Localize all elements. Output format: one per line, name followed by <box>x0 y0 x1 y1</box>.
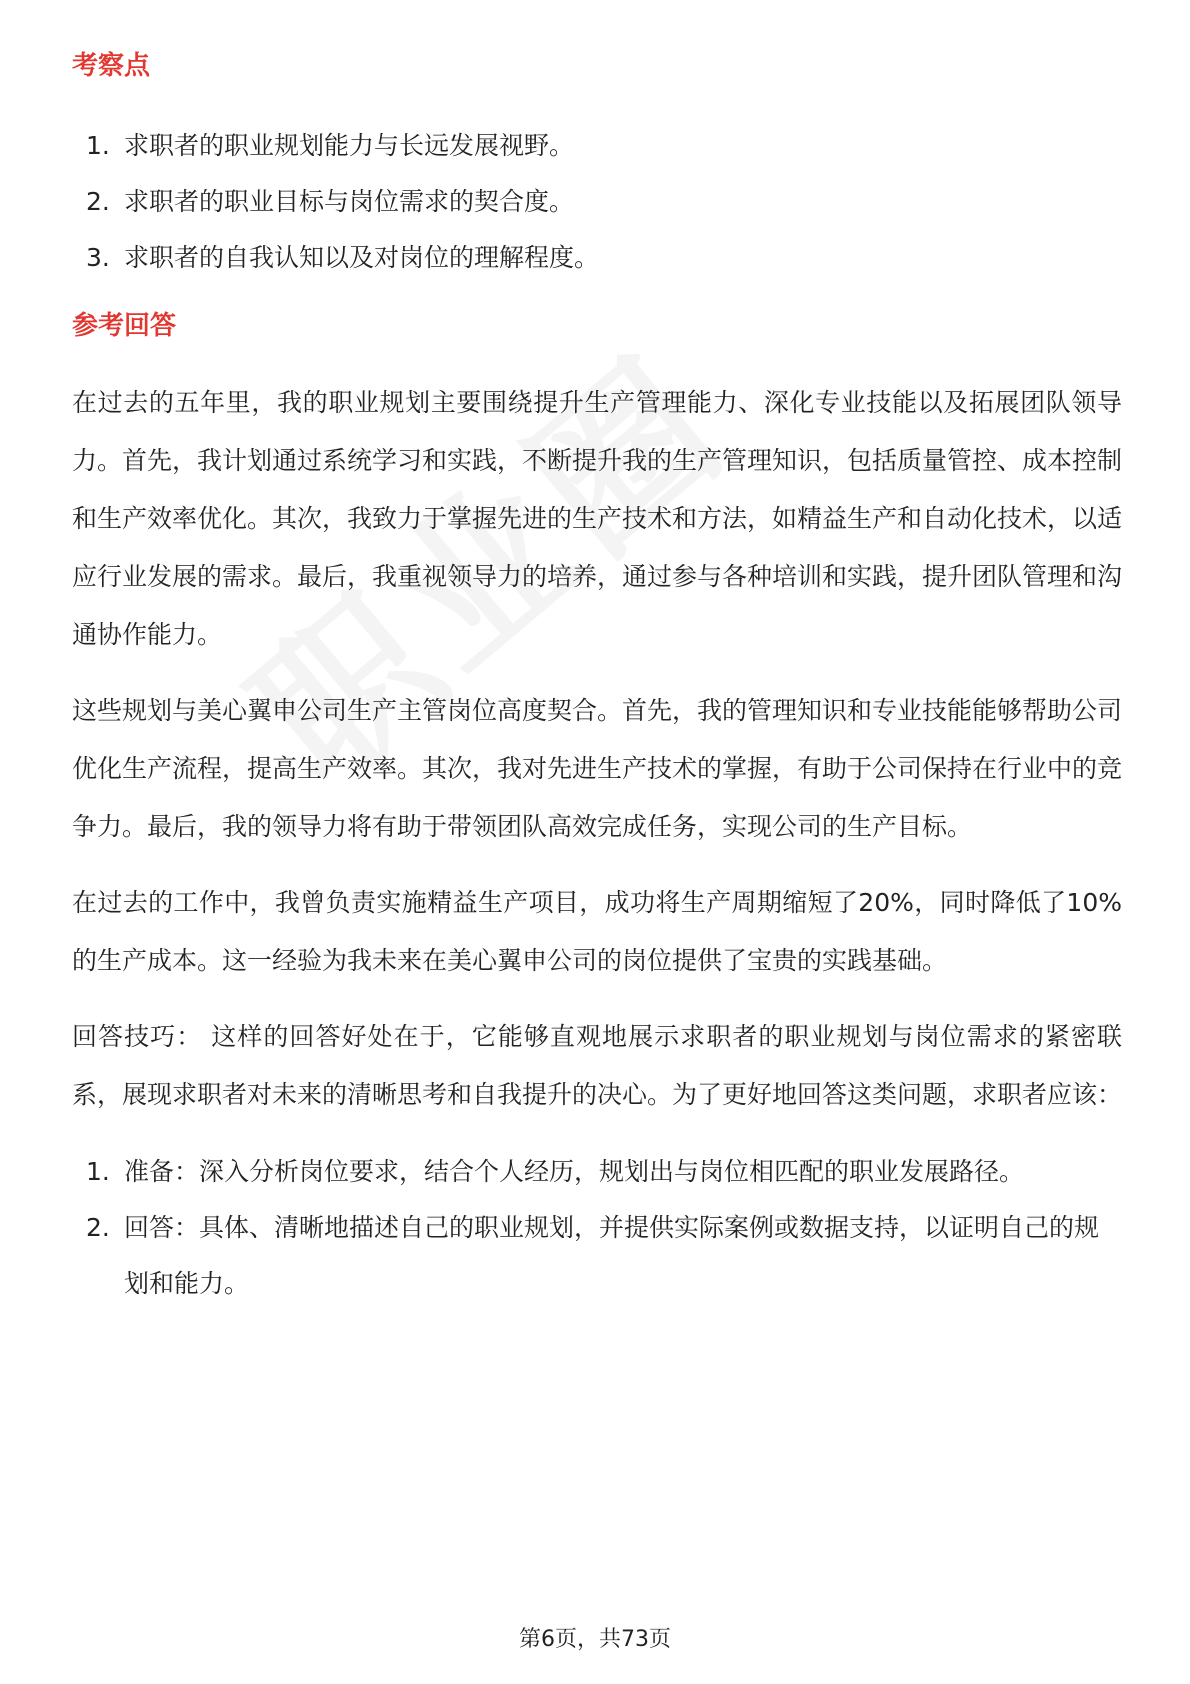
list-item-text: 求职者的职业规划能力与长远发展视野。 <box>124 131 575 160</box>
page-footer <box>0 1622 1190 1653</box>
section-heading-focus: 考察点 <box>72 51 151 81</box>
list-item-text: 求职者的自我认知以及对岗位的理解程度。 <box>124 243 600 272</box>
list-item-text: 求职者的职业目标与岗位需求的契合度。 <box>124 187 575 216</box>
tips-list <box>72 1144 1122 1312</box>
list-item <box>72 174 1122 230</box>
list-item-number: 2. <box>86 1213 110 1242</box>
answer-paragraph: 这些规划与美心翼申公司生产主管岗位高度契合。首先，我的管理知识和专业技能能够帮助公司优化生产流程，提高生产效率。其次，我对先进生产技术的掌握，有助于公司保持在行业中的竞争力。最后，我的领导力将有助于带领团队高效完成任务，实现公司的生产目标。 <box>72 696 1123 841</box>
list-item-number: 2. <box>86 187 110 216</box>
page-number: 第6页，共73页 <box>519 1627 671 1652</box>
focus-list <box>72 118 1122 286</box>
list-item <box>72 230 1122 286</box>
list-item <box>72 1200 1122 1312</box>
tips-paragraph: 回答技巧： 这样的回答好处在于，它能够直观地展示求职者的职业规划与岗位需求的紧密联系，展现求职者对未来的清晰思考和自我提升的决心。为了更好地回答这类问题，求职者应该： <box>72 1022 1123 1109</box>
answer-paragraph: 在过去的五年里，我的职业规划主要围绕提升生产管理能力、深化专业技能以及拓展团队领导力。首先，我计划通过系统学习和实践，不断提升我的生产管理知识，包括质量管控、成本控制和生产效率优化。其次，我致力于掌握先进的生产技术和方法，如精益生产和自动化技术，以适应行业发展的需求。最后，我重视领导力的培养，通过参与各种培训和实践，提升团队管理和沟通协作能力。 <box>72 388 1123 649</box>
list-item <box>72 1144 1122 1200</box>
document-page <box>72 48 1122 1312</box>
answer-paragraph: 在过去的工作中，我曾负责实施精益生产项目，成功将生产周期缩短了20%，同时降低了10%的生产成本。这一经验为我未来在美心翼申公司的岗位提供了宝贵的实践基础。 <box>72 888 1122 975</box>
list-item-number: 1. <box>86 1157 110 1186</box>
list-item-number: 1. <box>86 131 110 160</box>
list-item-text: 准备：深入分析岗位要求，结合个人经历，规划出与岗位相匹配的职业发展路径。 <box>124 1157 1025 1186</box>
section-heading-answer: 参考回答 <box>72 311 177 341</box>
list-item <box>72 118 1122 174</box>
list-item-number: 3. <box>86 243 110 272</box>
list-item-text: 回答：具体、清晰地描述自己的职业规划，并提供实际案例或数据支持，以证明自己的规划和能力。 <box>124 1213 1100 1298</box>
